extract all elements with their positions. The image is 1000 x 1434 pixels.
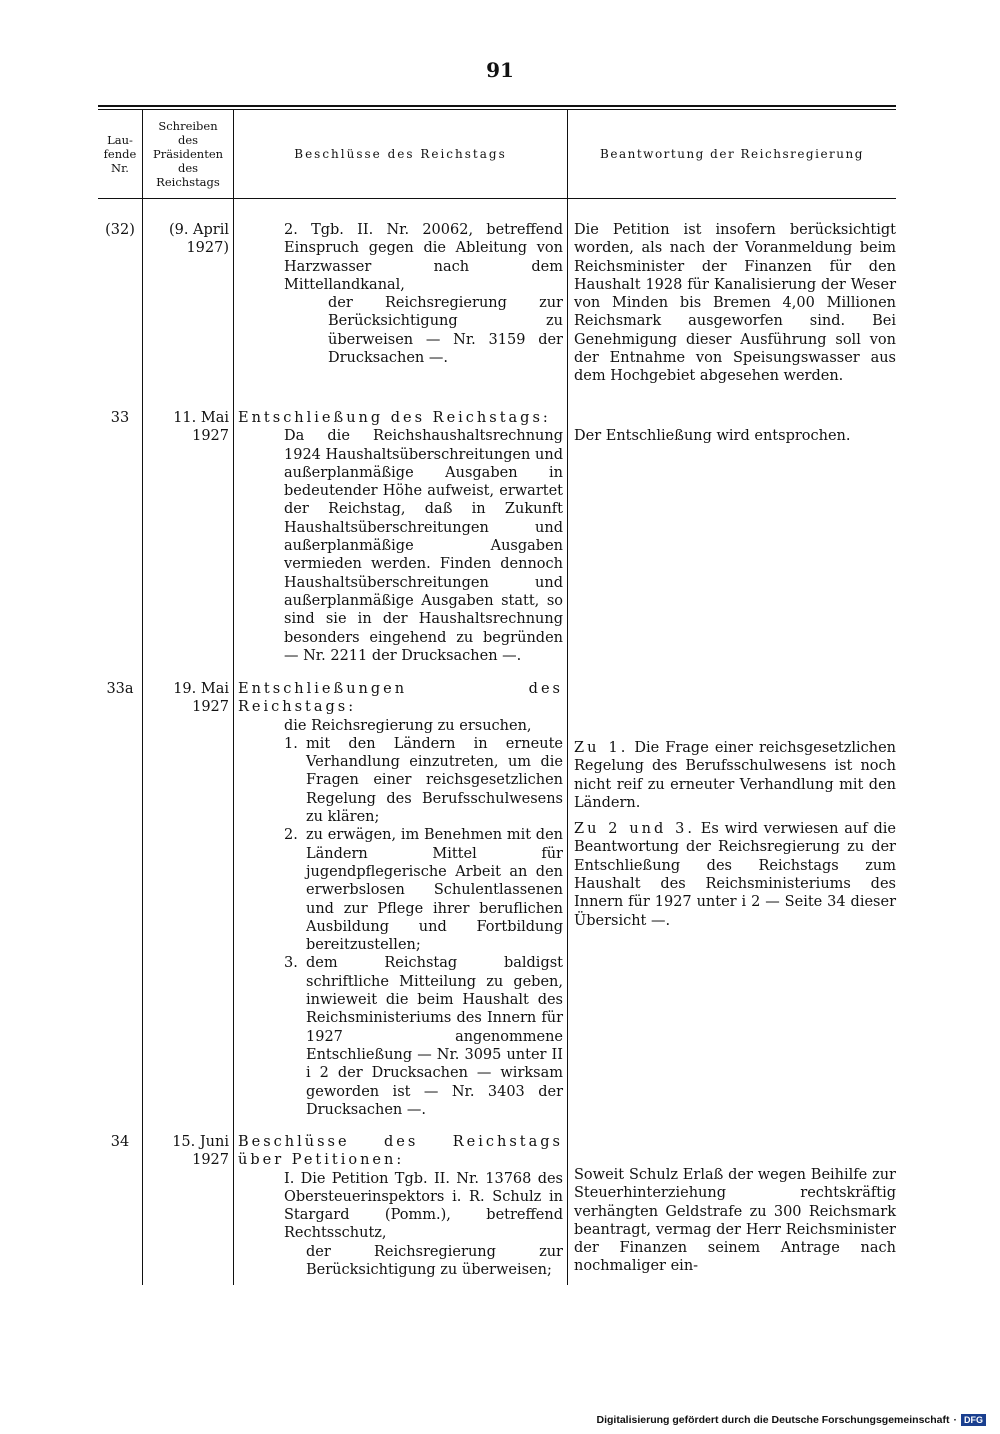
answer-text: Es wird verwiesen auf die Beantwortung der Reichsregierung zu der Entschließung des Reichstags zum Haushalt des Reichsministeriums des Innern für 1927 unter i 2 — Seite 34 dieser Übersicht —. <box>574 821 896 929</box>
header-resolutions: Beschlüsse des Reichstags <box>294 147 507 161</box>
page-number: 91 <box>486 58 514 82</box>
resolution-text: 2. Tgb. II. Nr. 20062, betreffend Einspruch gegen die Ableitung von Harzwasser nach dem Mittellandkanal, <box>284 222 563 293</box>
header-number: Lau- fende Nr. <box>103 133 137 175</box>
resolution-text: I. Die Petition Tgb. II. Nr. 13768 des Obersteuerinspektors i. R. Schulz in Stargard (Pomm.), betreffend Rechtsschutz, <box>284 1170 563 1242</box>
row-resolution <box>238 680 563 1119</box>
row-date: 11. Mai 1927 <box>173 410 229 445</box>
resolution-heading: Beschlüsse des Reichstags über Petitionen: <box>238 1134 563 1169</box>
resolution-intro: die Reichsregierung zu ersuchen, <box>284 717 532 734</box>
header-rule <box>98 198 896 199</box>
table-top-rule <box>98 105 896 107</box>
list-text: dem Reichstag baldigst schriftliche Mitteilung zu geben, inwieweit die beim Haushalt des Reichsministeriums des Innern für 1927 angenommene Entschließung — Nr. 3095 unter II i 2 der Drucksachen — wirksam geworden ist — Nr. 3403 der Drucksachen —. <box>306 955 563 1118</box>
column-divider <box>567 110 568 1285</box>
row-number: 33a <box>106 681 134 697</box>
row-date: 15. Juni 1927 <box>172 1134 229 1169</box>
resolution-text: der Reichsregierung zur Berücksichtigung zu überweisen — Nr. 3159 der Drucksachen —. <box>328 295 563 367</box>
footer-text: Digitalisierung gefördert durch die Deutsche Forschungsgemeinschaft <box>596 1414 950 1426</box>
column-divider <box>233 110 234 1285</box>
list-text: mit den Ländern in erneute Verhandlung einzutreten, um die Fragen einer reichsgesetzlichen Regelung des Berufsschulwesens zu klären; <box>306 735 563 826</box>
row-answer: Die Petition ist insofern berücksichtigt worden, als nach der Voranmeldung beim Reichsminister der Finanzen für den Haushalt 1928 für Kanalisierung der Weser von Minden bis Bremen 4,00 Millionen Reichsmark ausgeworfen sind. Bei Genehmigung dieser Ausführung soll von der Entnahme von Speisungswasser aus dem Hochgebiet abgesehen werden. <box>574 222 896 385</box>
answer-text: Die Frage einer reichsgesetzlichen Regelung des Berufsschulwesens ist noch nicht reif zu erneuter Verhandlung mit den Ländern. <box>574 740 897 811</box>
resolution-heading: Entschließung des Reichstags: <box>238 410 551 426</box>
header-letter: Schreiben des Präsidenten des Reichstags <box>152 119 224 189</box>
resolution-text: Da die Reichshaushaltsrechnung 1924 Haushaltsüberschreitungen und außerplanmäßige Ausgaben in bedeutender Höhe aufweist, erwartet der Reichstag, daß in Zukunft Haushaltsüberschreitungen und außerplanmäßige Ausgaben vermieden werden. Finden dennoch Haushaltsüberschreitungen und außerplanmäßige Ausgaben statt, so sind sie in der Haushaltsrechnung besonders eingehend zu begründen — Nr. 2211 der Drucksachen —. <box>284 428 563 664</box>
row-number: 33 <box>110 410 130 426</box>
row-resolution <box>238 221 563 367</box>
header-answers: Beantwortung der Reichsregierung <box>600 147 864 161</box>
list-item <box>238 954 563 1119</box>
list-text: zu erwägen, im Benehmen mit den Ländern Mittel für jugendpflegerische Arbeit an den erwerbslosen Schulentlassenen und zur Pflege ihrer beruflichen Ausbildung und Fortbildung bereitzustellen; <box>306 827 563 954</box>
row-answer: Der Entschließung wird entsprochen. <box>574 428 851 444</box>
list-label: 3. <box>284 955 298 972</box>
answer-part <box>574 820 896 930</box>
row-date: (9. April 1927) <box>168 222 229 257</box>
row-date: 19. Mai 1927 <box>173 681 229 716</box>
list-item <box>238 826 563 954</box>
row-answer <box>574 739 896 930</box>
list-label: 1. <box>284 735 298 752</box>
dfg-logo: DFG <box>961 1414 986 1426</box>
list-label: 2. <box>284 827 298 844</box>
answer-label: Zu 1. <box>574 740 629 756</box>
answer-label: Zu 2 und 3. <box>574 821 695 838</box>
row-number: 34 <box>110 1134 130 1150</box>
table-top-rule-thin <box>98 109 896 110</box>
row-resolution <box>238 1133 563 1279</box>
row-number: (32) <box>105 222 135 238</box>
row-resolution <box>238 409 563 665</box>
row-answer: Soweit Schulz Erlaß der wegen Beihilfe zur Steuerhinterziehung rechtskräftig verhängten Geldstrafe zu 300 Reichsmark beantragt, vermag der Herr Reichsminister der Finanzen seinem Antrage nach nochmaliger ein- <box>574 1167 896 1275</box>
resolution-text: der Reichsregierung zur Berücksichtigung zu überweisen; <box>306 1243 563 1279</box>
answer-part <box>574 739 896 812</box>
list-item <box>238 735 563 826</box>
resolution-heading: Entschließungen des Reichstags: <box>238 681 563 716</box>
footer: Digitalisierung gefördert durch die Deutsche Forschungsgemeinschaft · DFG <box>597 1414 986 1426</box>
